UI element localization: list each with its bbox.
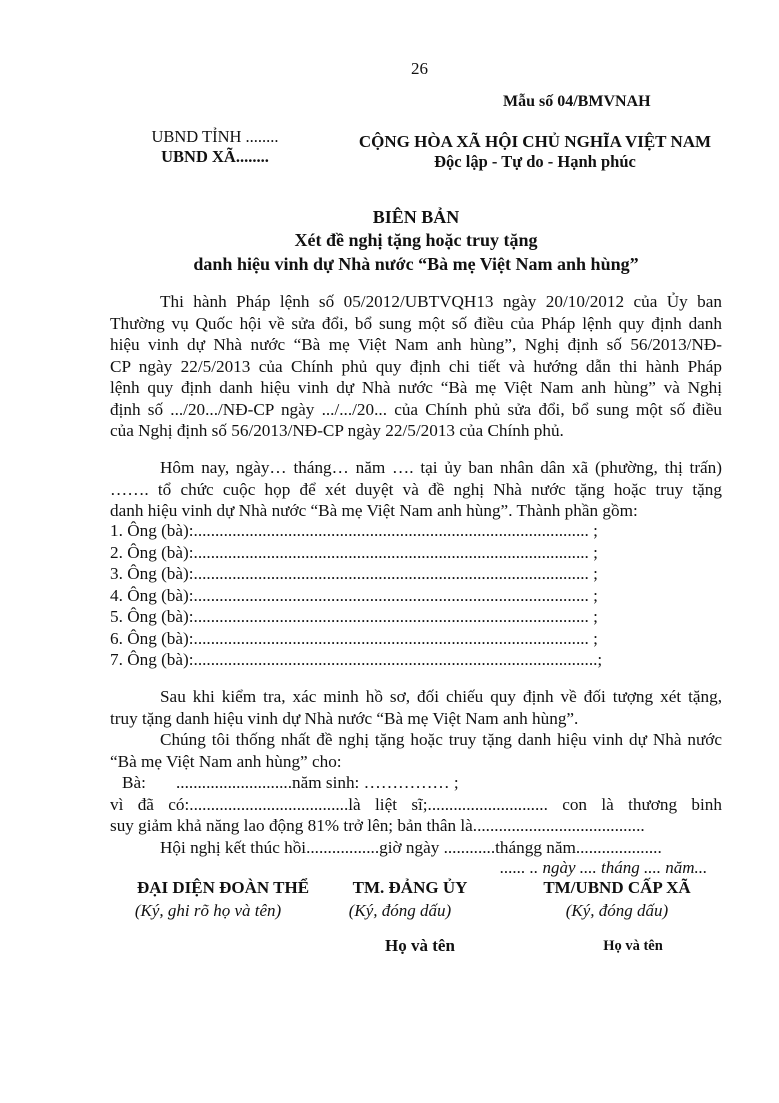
paragraph-line: hiệu vinh dự Nhà nước “Bà mẹ Việt Nam anh hùng”, Nghị định số 56/2013/NĐ- — [110, 335, 722, 354]
paragraph-line: Thi hành Pháp lệnh số 05/2012/UBTVQH13 ngày 20/10/2012 của Ủy ban — [160, 292, 722, 311]
commune-label: UBND XÃ........ — [161, 147, 269, 166]
nominee-name-label: Bà: — [122, 773, 146, 792]
participant-field[interactable]: 3. Ông (bà):............................................................................................ ; — [110, 564, 598, 583]
participant-field[interactable]: 4. Ông (bà):............................................................................................ ; — [110, 585, 598, 605]
signature-note-union: (Ký, ghi rõ họ và tên) — [134, 901, 282, 920]
paragraph-line: CP ngày 22/5/2013 của Chính phủ quy định chi tiết và hướng dẫn thi hành Pháp — [110, 356, 722, 376]
document-subtitle-2: danh hiệu vinh dự Nhà nước “Bà mẹ Việt Nam anh hùng” — [193, 254, 639, 274]
signature-title-commune: TM/UBND CẤP XÃ — [543, 878, 691, 897]
page-number: 26 — [411, 59, 428, 78]
form-code: Mẫu số 04/BMVNAH — [503, 93, 651, 110]
signature-note-party: (Ký, đóng dấu) — [348, 901, 452, 920]
signature-name-party: Họ và tên — [385, 936, 455, 955]
nominee-merit-field[interactable]: vì đã có:.....................................là liệt sĩ;............................ con là thương binh — [110, 794, 722, 814]
document-title: BIÊN BẢN — [372, 207, 460, 227]
nominee-self-field[interactable]: suy giảm khả năng lao động 81% trở lên; bản thân là........................................ — [110, 816, 645, 835]
signature-title-union: ĐẠI DIỆN ĐOÀN THỂ — [136, 878, 310, 897]
paragraph-line: “Bà mẹ Việt Nam anh hùng” cho: — [110, 751, 342, 771]
participant-field[interactable]: 7. Ông (bà):..............................................................................................; — [110, 650, 603, 669]
paragraph-line: Thường vụ Quốc hội về sửa đổi, bổ sung một số điều của Pháp lệnh quy định danh — [110, 313, 722, 333]
paragraph-line: Chúng tôi thống nhất đề nghị tặng hoặc truy tặng danh hiệu vinh dự Nhà nước — [160, 730, 722, 749]
document-subtitle-1: Xét đề nghị tặng hoặc truy tặng — [294, 230, 538, 250]
paragraph-line: định số .../20.../NĐ-CP ngày .../.../20... của Chính phủ sửa đổi, bổ sung một số điều — [110, 399, 722, 419]
national-motto: Độc lập - Tự do - Hạnh phúc — [434, 152, 636, 171]
paragraph-line: Sau khi kiểm tra, xác minh hồ sơ, đối chiếu quy định về đối tượng xét tặng, — [160, 687, 722, 706]
participant-field[interactable]: 1. Ông (bà):............................................................................................ ; — [110, 521, 598, 540]
province-label: UBND TỈNH ........ — [151, 127, 279, 146]
participant-field[interactable]: 6. Ông (bà):............................................................................................ ; — [110, 628, 598, 648]
paragraph-line: ……. tổ chức cuộc họp để xét duyệt và đề nghị Nhà nước tặng hoặc truy tặng — [110, 479, 722, 499]
nominee-name-field[interactable]: ...........................năm sinh: …………… ; — [176, 773, 459, 792]
paragraph-line: lệnh quy định danh hiệu vinh dự Nhà nước “Bà mẹ Việt Nam anh hùng” và Nghị — [110, 378, 722, 397]
signature-note-commune: (Ký, đóng dấu) — [565, 901, 669, 920]
closing-line[interactable]: Hội nghị kết thúc hồi.................giờ ngày ............thángg năm.................... — [160, 837, 662, 857]
paragraph-line: danh hiệu vinh dự Nhà nước “Bà mẹ Việt Nam anh hùng”. Thành phần gồm: — [110, 501, 638, 520]
national-title: CỘNG HÒA XÃ HỘI CHỦ NGHĨA VIỆT NAM — [358, 132, 712, 151]
paragraph-line: của Nghị định số 56/2013/NĐ-CP ngày 22/5/2013 của Chính phủ. — [110, 421, 564, 440]
paragraph-line: truy tặng danh hiệu vinh dự Nhà nước “Bà mẹ Việt Nam anh hùng”. — [110, 708, 579, 728]
signature-name-commune: Họ và tên — [603, 938, 663, 954]
participant-field[interactable]: 2. Ông (bà):............................................................................................ ; — [110, 542, 598, 562]
date-line[interactable]: ...... .. ngày .... tháng .... năm... — [500, 858, 708, 877]
participant-field[interactable]: 5. Ông (bà):............................................................................................ ; — [110, 607, 598, 626]
signature-title-party: TM. ĐẢNG ỦY — [352, 878, 468, 897]
paragraph-line: Hôm nay, ngày… tháng… năm …. tại ủy ban nhân dân xã (phường, thị trấn) — [160, 458, 722, 477]
